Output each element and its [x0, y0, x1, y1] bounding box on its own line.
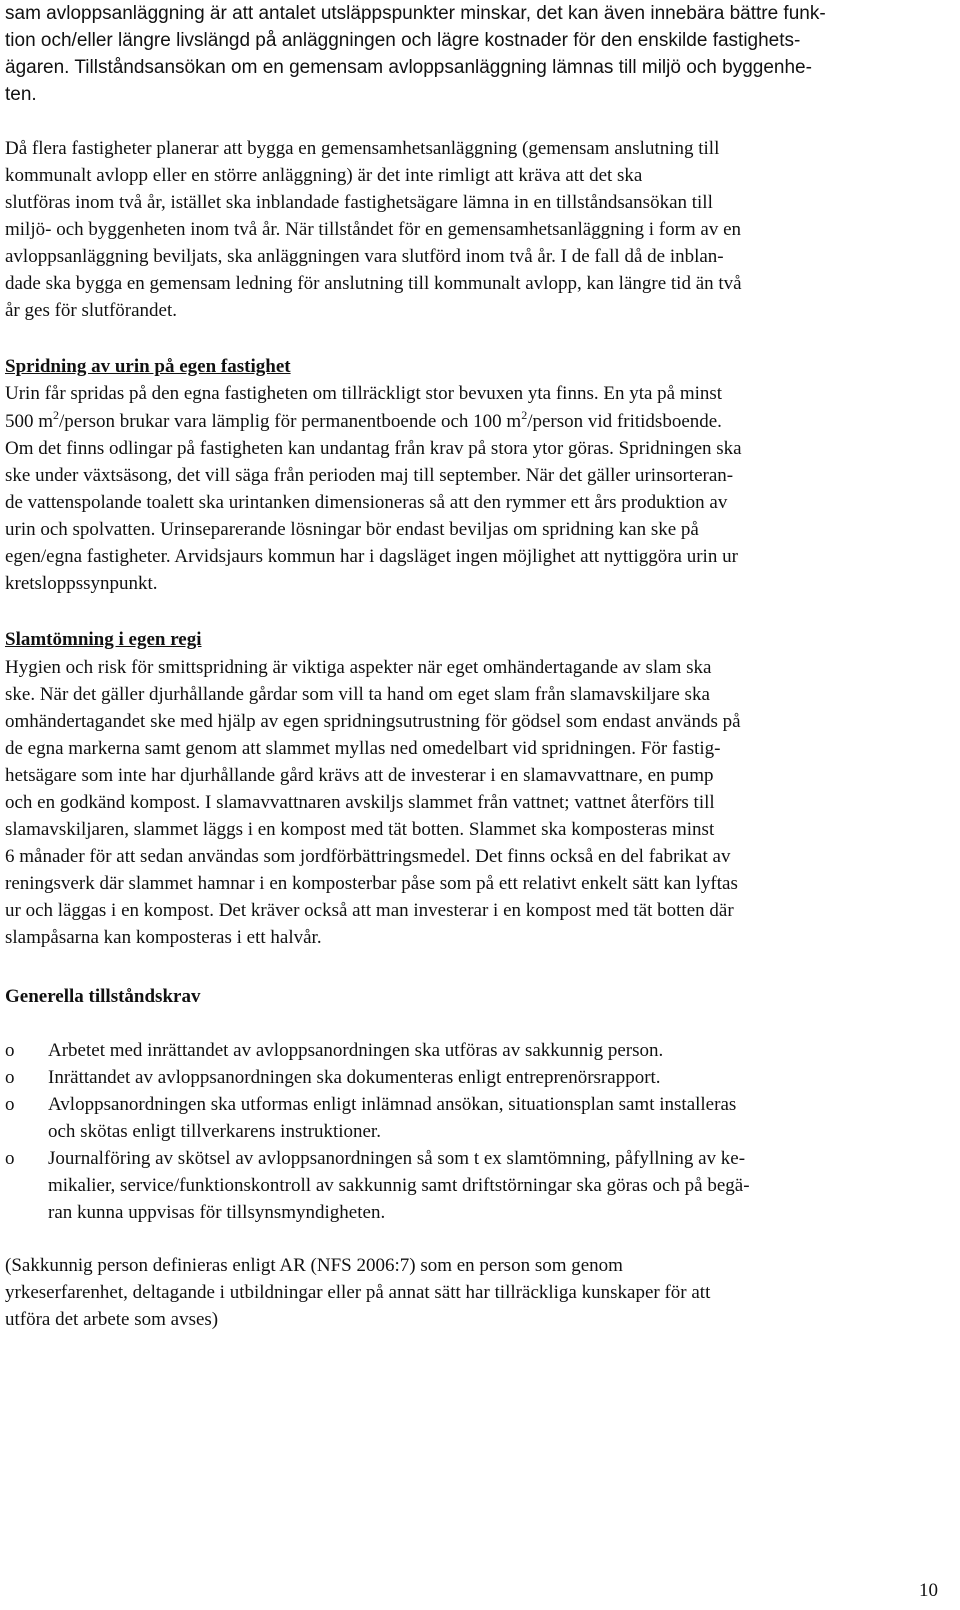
- sludge-line: omhändertagandet ske med hjälp av egen spridningsutrustning för gödsel som endast används på: [5, 711, 741, 732]
- sludge-line: slamavskiljaren, slammet läggs i en kompost med tät botten. Slammet ska komposteras minst: [5, 819, 715, 840]
- page-number: 10: [919, 1580, 938, 1601]
- sludge-section-heading: Slamtömning i egen regi: [5, 629, 202, 650]
- joint-facility-line: Då flera fastigheter planerar att bygga en gemensamhetsanläggning (gemensam anslutning till: [5, 138, 720, 159]
- urine-area-text: 500 m: [5, 411, 54, 432]
- intro-line: tion och/eller längre livslängd på anläggningen och lägre kostnader för den enskilde fastighets-: [5, 30, 801, 51]
- urine-area-text: /person vid fritidsboende.: [527, 411, 722, 432]
- urine-line: ske under växtsäsong, det vill säga från perioden maj till september. När det gäller urinsorteran-: [5, 465, 734, 486]
- requirement-line: ran kunna uppvisas för tillsynsmyndigheten.: [48, 1202, 386, 1223]
- sludge-line: reningsverk där slammet hamnar i en komposterbar påse som på ett relativt enkelt sätt kan lyftas: [5, 873, 738, 894]
- sludge-line: de egna markerna samt genom att slammet myllas ned omedelbart vid spridningen. För fastig-: [5, 738, 721, 759]
- sludge-line: 6 månader för att sedan användas som jordförbättringsmedel. Det finns också en del fabrikat av: [5, 846, 731, 867]
- bullet-marker: o: [5, 1067, 15, 1088]
- joint-facility-line: kommunalt avlopp eller en större anläggning) är det inte rimligt att kräva att det ska: [5, 165, 643, 186]
- urine-area-line: [5, 408, 722, 435]
- sludge-line: ske. När det gäller djurhållande gårdar som vill ta hand om eget slam från slamavskiljare ska: [5, 684, 710, 705]
- note-line: yrkeserfarenhet, deltagande i utbildningar eller på annat sätt har tillräckliga kunskaper för att: [5, 1282, 711, 1303]
- requirement-line: och skötas enligt tillverkarens instruktioner.: [48, 1121, 381, 1142]
- sludge-line: ur och läggas i en kompost. Det kräver också att man investerar i en kompost med tät botten där: [5, 900, 734, 921]
- urine-line: urin och spolvatten. Urinseparerande lösningar bör endast beviljas om spridning kan ske på: [5, 519, 699, 540]
- sludge-line: och en godkänd kompost. I slamavvattnaren avskiljs slammet från vattnet; vattnet återförs till: [5, 792, 715, 813]
- urine-line: Urin får spridas på den egna fastigheten om tillräckligt stor bevuxen yta finns. En yta på minst: [5, 383, 723, 404]
- requirement-line: Inrättandet av avloppsanordningen ska dokumenteras enligt entreprenörsrapport.: [48, 1067, 661, 1088]
- joint-facility-line: slutföras inom två år, istället ska inblandade fastighetsägare lämna in en tillståndsansökan till: [5, 192, 713, 213]
- joint-facility-line: år ges för slutförandet.: [5, 300, 177, 321]
- requirement-line: Arbetet med inrättandet av avloppsanordningen ska utföras av sakkunnig person.: [48, 1040, 664, 1061]
- requirement-line: Journalföring av skötsel av avloppsanordningen så som t ex slamtömning, påfyllning av ke-: [48, 1148, 746, 1169]
- urine-line: de vattenspolande toalett ska urintanken dimensioneras så att den rymmer ett års produktion av: [5, 492, 728, 513]
- bullet-marker: o: [5, 1148, 15, 1169]
- sludge-line: slampåsarna kan komposteras i ett halvår.: [5, 927, 322, 948]
- general-requirements-heading: Generella tillståndskrav: [5, 986, 201, 1007]
- joint-facility-line: miljö- och byggenheten inom två år. När tillståndet för en gemensamhetsanläggning i form av en: [5, 219, 742, 240]
- sludge-line: Hygien och risk för smittspridning är viktiga aspekter när eget omhändertagande av slam ska: [5, 657, 712, 678]
- bullet-marker: o: [5, 1040, 15, 1061]
- urine-line: Om det finns odlingar på fastigheten kan undantag från krav på stora ytor göras. Spridningen ska: [5, 438, 742, 459]
- bullet-marker: o: [5, 1094, 15, 1115]
- urine-line: kretsloppssynpunkt.: [5, 573, 158, 594]
- square-superscript: 2: [53, 408, 60, 422]
- requirement-line: Avloppsanordningen ska utformas enligt inlämnad ansökan, situationsplan samt installeras: [48, 1094, 737, 1115]
- joint-facility-line: avloppsanläggning beviljats, ska anläggningen vara slutförd inom två år. I de fall då de inblan-: [5, 246, 724, 267]
- intro-line: ägaren. Tillståndsansökan om en gemensam avloppsanläggning lämnas till miljö och byggenhe-: [5, 57, 812, 78]
- urine-line: egen/egna fastigheter. Arvidsjaurs kommun har i dagsläget ingen möjlighet att nyttiggöra urin ur: [5, 546, 738, 567]
- intro-line: sam avloppsanläggning är att antalet utsläppspunkter minskar, det kan även innebära bättre funk-: [5, 3, 826, 24]
- urine-section-heading: Spridning av urin på egen fastighet: [5, 356, 291, 377]
- sludge-line: hetsägare som inte har djurhållande gård krävs att de investerar i en slamavvattnare, en pump: [5, 765, 714, 786]
- requirement-line: mikalier, service/funktionskontroll av sakkunnig samt driftstörningar ska göras och på begä-: [48, 1175, 750, 1196]
- note-line: (Sakkunnig person definieras enligt AR (NFS 2006:7) som en person som genom: [5, 1255, 623, 1276]
- urine-area-text: /person brukar vara lämplig för permanentboende och 100 m: [59, 411, 522, 432]
- square-superscript: 2: [521, 408, 528, 422]
- joint-facility-line: dade ska bygga en gemensam ledning för anslutning till kommunalt avlopp, kan längre tid än två: [5, 273, 742, 294]
- note-line: utföra det arbete som avses): [5, 1309, 219, 1330]
- intro-line: ten.: [5, 84, 37, 105]
